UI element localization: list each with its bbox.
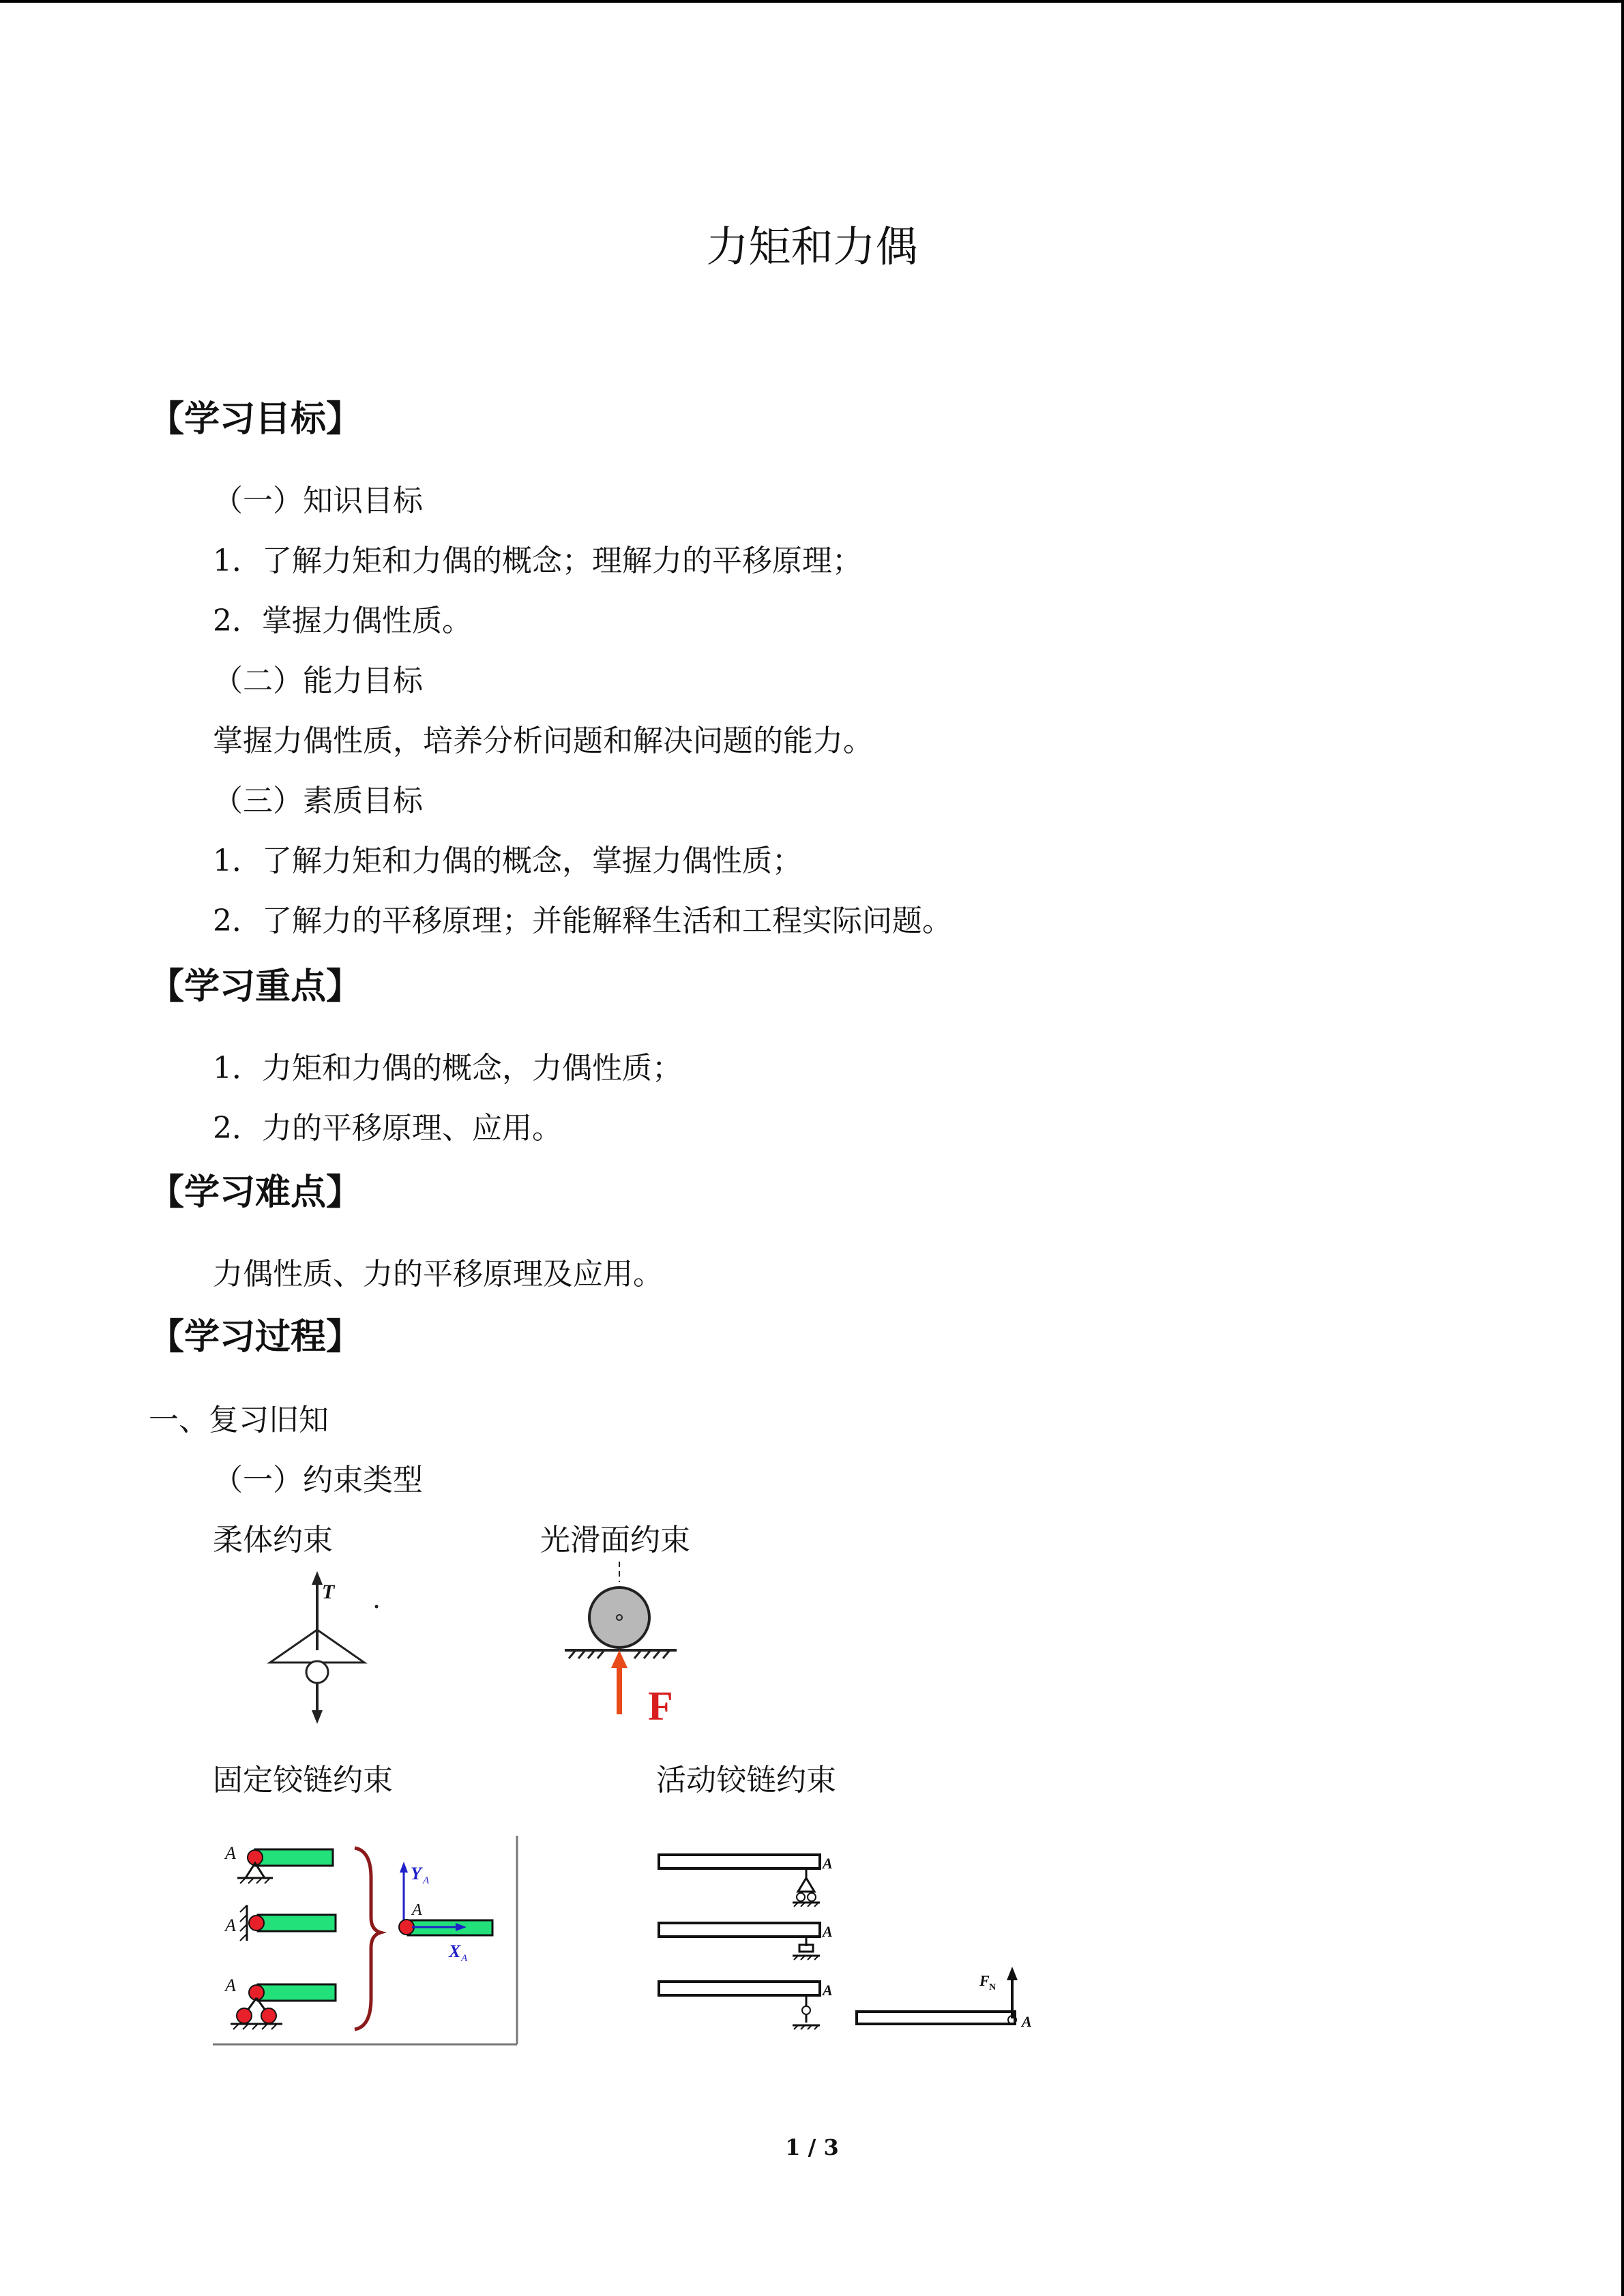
beam-2 [258,1915,336,1931]
equivalence-brace [355,1848,381,2029]
reaction-roller-label: A [1022,2013,1032,2030]
label-flexible-constraint: 柔体约束 [213,1523,333,1557]
roller-beam-2 [659,1923,820,1937]
reaction-pin-label: A [412,1901,422,1919]
pin-3-left [237,2008,252,2023]
label-smooth-constraint: 光滑面约束 [540,1523,690,1557]
pin-2 [249,1915,264,1930]
page-number: 1 / 3 [785,2134,839,2160]
pin-3-right [261,2008,276,2023]
dot-mark [375,1605,379,1609]
section-key-points: 【学习重点】 [149,966,362,1007]
section-process: 【学习过程】 [149,1317,362,1358]
ya-sub: A [423,1875,430,1886]
fn-arrowhead [1007,1967,1018,1980]
section-difficulties: 【学习难点】 [149,1172,362,1213]
pin-label-2: A [225,1915,236,1935]
constraint-types-heading: （一）约束类型 [213,1463,423,1497]
roller-support-1 [798,1878,814,1892]
weight-arrowhead [312,1710,323,1724]
y-axis-arrowhead [400,1862,408,1873]
quality-item-2: 2．了解力的平移原理；并能解释生活和工程实际问题。 [213,904,952,938]
ability-heading: （二）能力目标 [213,664,423,698]
fixed-hinge-figure [210,1834,521,2047]
knowledge-item-1: 1．了解力矩和力偶的概念；理解力的平移原理； [213,543,862,578]
flexible-constraint-figure [259,1568,396,1725]
roller-beam-1 [659,1855,820,1868]
beam-3 [258,1984,336,2001]
pin-label-3: A [225,1976,236,1995]
section-objectives: 【学习目标】 [149,399,362,440]
movable-hinge-figure [652,1841,1050,2046]
key-point-2: 2．力的平移原理、应用。 [213,1111,562,1146]
fn-label: F [979,1972,990,1989]
reaction-pin [399,1920,414,1935]
rope-up-arrowhead [312,1571,323,1585]
ability-item-1: 掌握力偶性质，培养分析问题和解决问题的能力。 [213,724,873,758]
smooth-constraint-figure [559,1562,696,1720]
quality-item-1: 1．了解力矩和力偶的概念，掌握力偶性质； [213,844,802,878]
label-movable-hinge: 活动铰链约束 [656,1763,836,1798]
beam-1 [255,1849,333,1866]
roller-label-2: A [823,1923,833,1940]
lamp-bulb [306,1661,328,1683]
label-fixed-hinge: 固定铰链约束 [213,1763,393,1798]
xa-label: X [449,1941,461,1961]
key-point-1: 1．力矩和力偶的概念，力偶性质； [213,1051,682,1086]
difficulty-1: 力偶性质、力的平移原理及应用。 [213,1257,663,1292]
roller-label-1: A [823,1855,833,1872]
roller-label-3: A [823,1982,833,1999]
review-heading: 一、复习旧知 [149,1403,329,1437]
reaction-beam-movable [857,2012,1015,2024]
knowledge-item-2: 2．掌握力偶性质。 [213,603,472,638]
xa-sub: A [461,1953,468,1964]
tension-label: T [322,1581,335,1603]
page-top-border [0,0,1624,3]
quality-heading: （三）素质目标 [213,784,423,818]
page-right-border [1621,0,1624,2296]
roller-beam-3 [659,1982,820,1995]
normal-force-arrowhead [611,1650,628,1668]
pin-3-top [249,1985,264,2000]
roller [589,1587,649,1648]
pin-label-1: A [225,1843,236,1863]
knowledge-heading: （一）知识目标 [213,483,423,518]
ya-label: Y [411,1864,422,1883]
fn-sub: N [989,1982,996,1993]
page-title: 力矩和力偶 [706,222,918,271]
normal-force-label: F [648,1684,673,1720]
